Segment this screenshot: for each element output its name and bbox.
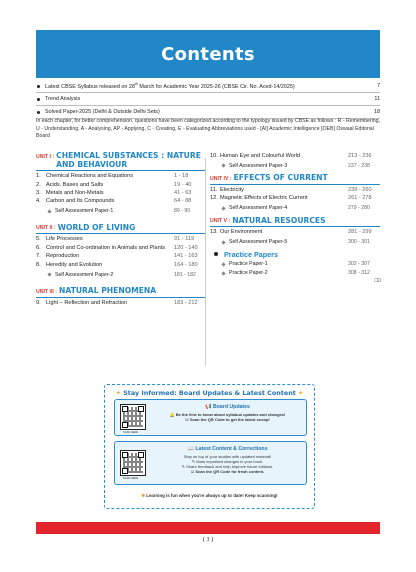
page-title: Contents [161,43,255,65]
self-assessment-entry[interactable]: Self Assessment Paper-5 300 - 301 [210,238,380,247]
chapter-entry[interactable]: 1. Chemical Reactions and Equations 1 - 18 [36,173,189,180]
chapter-entry[interactable]: 9. Light – Reflection and Refraction 183 - 212 [36,299,198,306]
self-assessment-entry[interactable]: Self Assessment Paper-1 89 - 90 [36,207,206,216]
chapter-entry[interactable]: 13. Our Environment 281 - 299 [210,229,372,236]
page-number: ( 3 ) [202,536,214,543]
unit-heading: UNIT II : WORLD OF LIVING [36,224,206,235]
check-icon: ☑ [185,417,190,422]
stay-informed-box [104,384,315,509]
top-list-item[interactable]: Latest CBSE Syllabus released on 28th March for Academic Year 2025-26 (CBSE Cir. No. Aced-14/2025) 7 [36,80,380,93]
self-assessment-entry[interactable]: Self Assessment Paper-3 237 - 238 [210,161,380,170]
diamond-bullet-icon [47,209,51,213]
scan-here-label: SCAN HERE [123,431,139,434]
qr-code-icon[interactable] [120,404,146,430]
chapter-entry[interactable]: 2. Acids, Bases and Salts 19 - 40 [36,181,192,188]
diamond-bullet-icon [221,271,225,275]
card-line: 🔔 Be the first to know about syllabus updates and changes! [169,412,286,417]
chapter-entry[interactable]: 12. Magnetic Effects of Electric Current 261 - 278 [210,195,372,202]
book-icon: 📖 [187,446,196,452]
qr-code-icon[interactable] [120,450,146,476]
page-number: 7 [377,83,380,89]
practice-papers-heading: Practice Papers [210,250,380,259]
chapter-entry[interactable]: 6. Control and Co-ordination in Animals and Plants 120 - 140 [36,244,198,251]
latest-content-card [114,441,307,485]
scan-here-label: SCAN HERE [123,477,139,480]
self-assessment-entry[interactable]: Self Assessment Paper-4 279 - 280 [210,204,380,213]
bullet-icon [214,252,218,256]
end-squares-icon: □□ [374,277,380,284]
bullet-icon [37,98,40,101]
chapter-entry[interactable]: 5. Life Processes 91 - 119 [36,236,195,243]
practice-paper-entry[interactable]: Practice Paper-2 308 - 312 [210,269,380,278]
sparkle-icon: ✦ [115,389,124,397]
toc-left-column [36,152,206,308]
bottom-red-band [36,522,380,534]
page-number: 18 [374,109,380,115]
diamond-bullet-icon [221,206,225,210]
diamond-bullet-icon [221,164,225,168]
bullet-icon [37,111,40,114]
diamond-bullet-icon [47,272,51,276]
toc-right-column [210,152,380,284]
card-heading: 📢 Board Updates [205,404,250,410]
check-icon: ☑ [190,469,196,474]
page-number: 11 [374,96,380,102]
chapter-entry[interactable]: 7. Reproduction 141 - 163 [36,253,198,260]
card-line: Stay on top of your studies with updated material! [183,454,272,459]
contents-header-band [36,30,380,78]
sparkle-icon: ✦ [295,389,304,397]
lightbulb-icon: ✹ [141,493,147,498]
chapter-entry[interactable]: 11. Electricity 239 - 260 [210,187,372,193]
edit-icon: ✎ [181,464,187,469]
bell-icon: 🔔 [169,412,176,417]
diamond-bullet-icon [221,240,225,244]
unit-heading: UNIT III : NATURAL PHENOMENA [36,287,206,298]
card-line: ✎ Share feedback and help improve future editions. [181,464,274,469]
pencil-icon: ✎ [191,459,197,464]
column-divider [205,158,206,366]
chapter-entry[interactable]: 4. Carbon and Its Compounds 64 - 88 [36,198,192,205]
top-list-item[interactable]: Trend Analysis 11 [36,93,380,106]
unit-heading: UNIT IV : EFFECTS OF CURRENT [210,174,380,185]
card-line: ☑ Scan the QR Code to get the latest scoop! [185,417,270,422]
chapter-entry[interactable]: 8. Heredity and Evolution 164 - 180 [36,261,198,268]
top-list [36,80,380,119]
unit-heading: UNIT V : NATURAL RESOURCES [210,217,380,228]
card-heading: 📖 Latest Content & Corrections [187,446,268,452]
megaphone-icon: 📢 [205,404,213,410]
info-box-title: ✦ Stay Informed: Board Updates & Latest Content ✦ [115,389,304,397]
bullet-icon [37,85,40,88]
intro-paragraph: In each chapter, for better comprehension, questions have been categorized according to the typology issued by CBSE as follows : R - Remembering, U - Understanding, A - Analysing, AP - Applying, C - Creating, E - Evaluating Abbreviations used - [AI] Academic Intelligence [OEB] Oswaal Editorial Board [36,118,381,140]
chapter-entry[interactable]: 10. Human Eye and Colourful World 213 - 236 [210,153,372,159]
diamond-bullet-icon [221,262,225,266]
top-list-item[interactable]: Solved Paper-2025 (Delhi & Outside Delhi Sets) 18 [36,106,380,119]
self-assessment-entry[interactable]: Self Assessment Paper-2 181 - 182 [36,270,206,279]
card-line: ☑ Scan the QR Code for fresh content. [190,469,265,474]
unit-heading: UNIT I : CHEMICAL SUBSTANCES : NATURE AND BEHAVIOUR [36,152,206,171]
practice-paper-entry[interactable]: Practice Paper-1 302 - 307 [210,260,380,269]
board-updates-card [114,399,307,436]
info-box-footer: ✹ Learning is fun when you're always up to date! Keep scanning! [141,493,278,498]
chapter-entry[interactable]: 3. Metals and Non-Metals 41 - 63 [36,190,192,196]
card-line: ✎ Mark important changes in your book. [191,459,264,464]
